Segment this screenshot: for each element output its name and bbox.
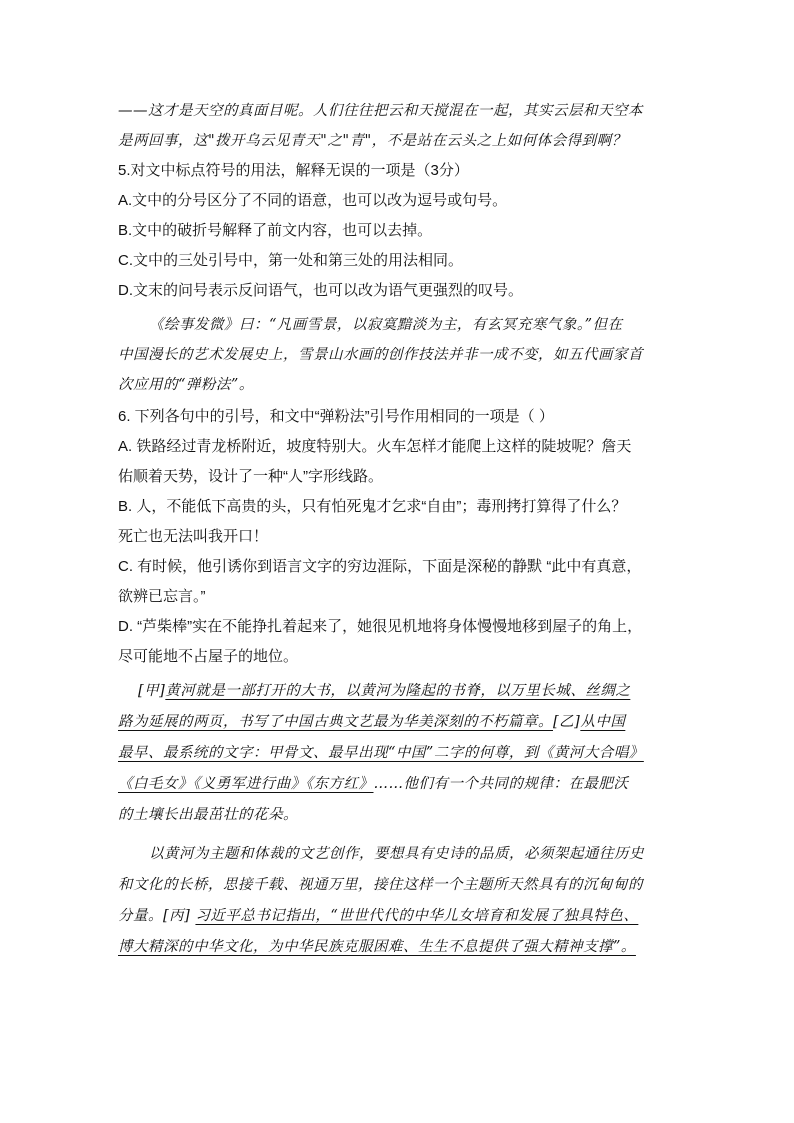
underlined-sentence: 黄河就是一部打开的大书，以黄河为隆起的书脊，以万里长城、丝绸之 bbox=[165, 683, 631, 699]
question-6 bbox=[118, 402, 694, 672]
option-b: B.文中的破折号解释了前文内容，也可以去掉。 bbox=[118, 222, 433, 239]
option-a: A.文中的分号区分了不同的语意，也可以改为逗号或句号。 bbox=[118, 192, 508, 209]
passage-line bbox=[118, 676, 694, 707]
underlined-sentence: 《白毛女》《义勇军进行曲》《东方红》 bbox=[118, 776, 374, 792]
passage-line: 的土壤长出最茁壮的花朵。 bbox=[118, 807, 298, 823]
passage-sky bbox=[118, 96, 694, 156]
option-c-line: 欲辨已忘言。” bbox=[118, 588, 206, 605]
passage-line: 是两回事，这"拨开乌云见青天"之"青"，不是站在云头之上如何体会得到啊？ bbox=[118, 133, 627, 149]
passage-snow-painting bbox=[118, 310, 694, 400]
passage-line bbox=[118, 901, 694, 932]
option-d: D.文末的问号表示反问语气，也可以改为语气更强烈的叹号。 bbox=[118, 282, 524, 299]
question-stem: 6. 下列各句中的引号，和文中“弹粉法”引号作用相同的一项是（ ） bbox=[118, 408, 554, 425]
option-c: C.文中的三处引号中，第一处和第三处的用法相同。 bbox=[118, 252, 464, 269]
document-page bbox=[118, 96, 694, 963]
passage-line: 以黄河为主题和体裁的文艺创作，要想具有史诗的品质，必须架起通往历史 bbox=[149, 846, 644, 862]
option-a-line: 佑顺着天势，设计了一种“人”字形线路。 bbox=[118, 468, 383, 485]
passage-line bbox=[118, 932, 694, 963]
question-5 bbox=[118, 156, 694, 306]
option-a-line: A. 铁路经过青龙桥附近，坡度特别大。火车怎样才能爬上这样的陡坡呢？詹天 bbox=[118, 438, 632, 455]
option-d-line: D. “芦柴棒”实在不能挣扎着起来了，她很见机地将身体慢慢地移到屋子的角上， bbox=[118, 618, 643, 635]
underlined-sentence: 从中国 bbox=[580, 714, 626, 730]
passage-text: ……他们有一个共同的规律：在最肥沃 bbox=[373, 776, 629, 792]
passage-line bbox=[118, 707, 694, 738]
passage-line bbox=[118, 738, 694, 769]
passage-line: 次应用的“弹粉法”。 bbox=[118, 377, 254, 393]
passage-line: 中国漫长的艺术发展史上，雪景山水画的创作技法并非一成不变，如五代画家首 bbox=[118, 347, 643, 363]
passage-line: 和文化的长桥，思接千载、视通万里，接住这样一个主题所天然具有的沉甸甸的 bbox=[118, 877, 643, 893]
option-b-line: B. 人，不能低下高贵的头，只有怕死鬼才乞求“自由”；毒刑拷打算得了什么？ bbox=[118, 498, 627, 515]
passage-line bbox=[118, 769, 694, 800]
underlined-sentence: 习近平总书记指出，“世世代代的中华儿女培育和发展了独具特色、 bbox=[195, 908, 639, 924]
passage-yellow-river bbox=[118, 676, 694, 831]
marker-yi: [乙] bbox=[553, 714, 581, 730]
marker-bing: 分量。[丙] bbox=[118, 908, 196, 924]
underlined-sentence: 最早、最系统的文字：甲骨文、最早出现“中国”二字的何尊，到《黄河大合唱》 bbox=[118, 745, 644, 761]
underlined-sentence: 路为延展的两页，书写了中国古典文艺最为华美深刻的不朽篇章。 bbox=[118, 714, 553, 730]
underlined-sentence: 博大精深的中华文化，为中华民族克服困难、生生不息提供了强大精神支撑”。 bbox=[118, 939, 636, 955]
option-c-line: C. 有时候，他引诱你到语言文字的穷边涯际，下面是深秘的静默 “此中有真意， bbox=[118, 558, 642, 575]
marker-jia: [甲] bbox=[138, 683, 166, 699]
passage-epic-creation bbox=[118, 839, 694, 963]
option-b-line: 死亡也无法叫我开口！ bbox=[118, 528, 269, 545]
passage-line: ——这才是天空的真面目呢。人们往往把云和天搅混在一起，其实云层和天空本 bbox=[118, 103, 643, 119]
question-stem: 5.对文中标点符号的用法，解释无误的一项是（3分） bbox=[118, 162, 469, 179]
passage-line: 《绘事发微》曰：“凡画雪景，以寂寞黯淡为主，有玄冥充寒气象。”但在 bbox=[149, 317, 623, 333]
option-d-line: 尽可能地不占屋子的地位。 bbox=[118, 648, 299, 665]
